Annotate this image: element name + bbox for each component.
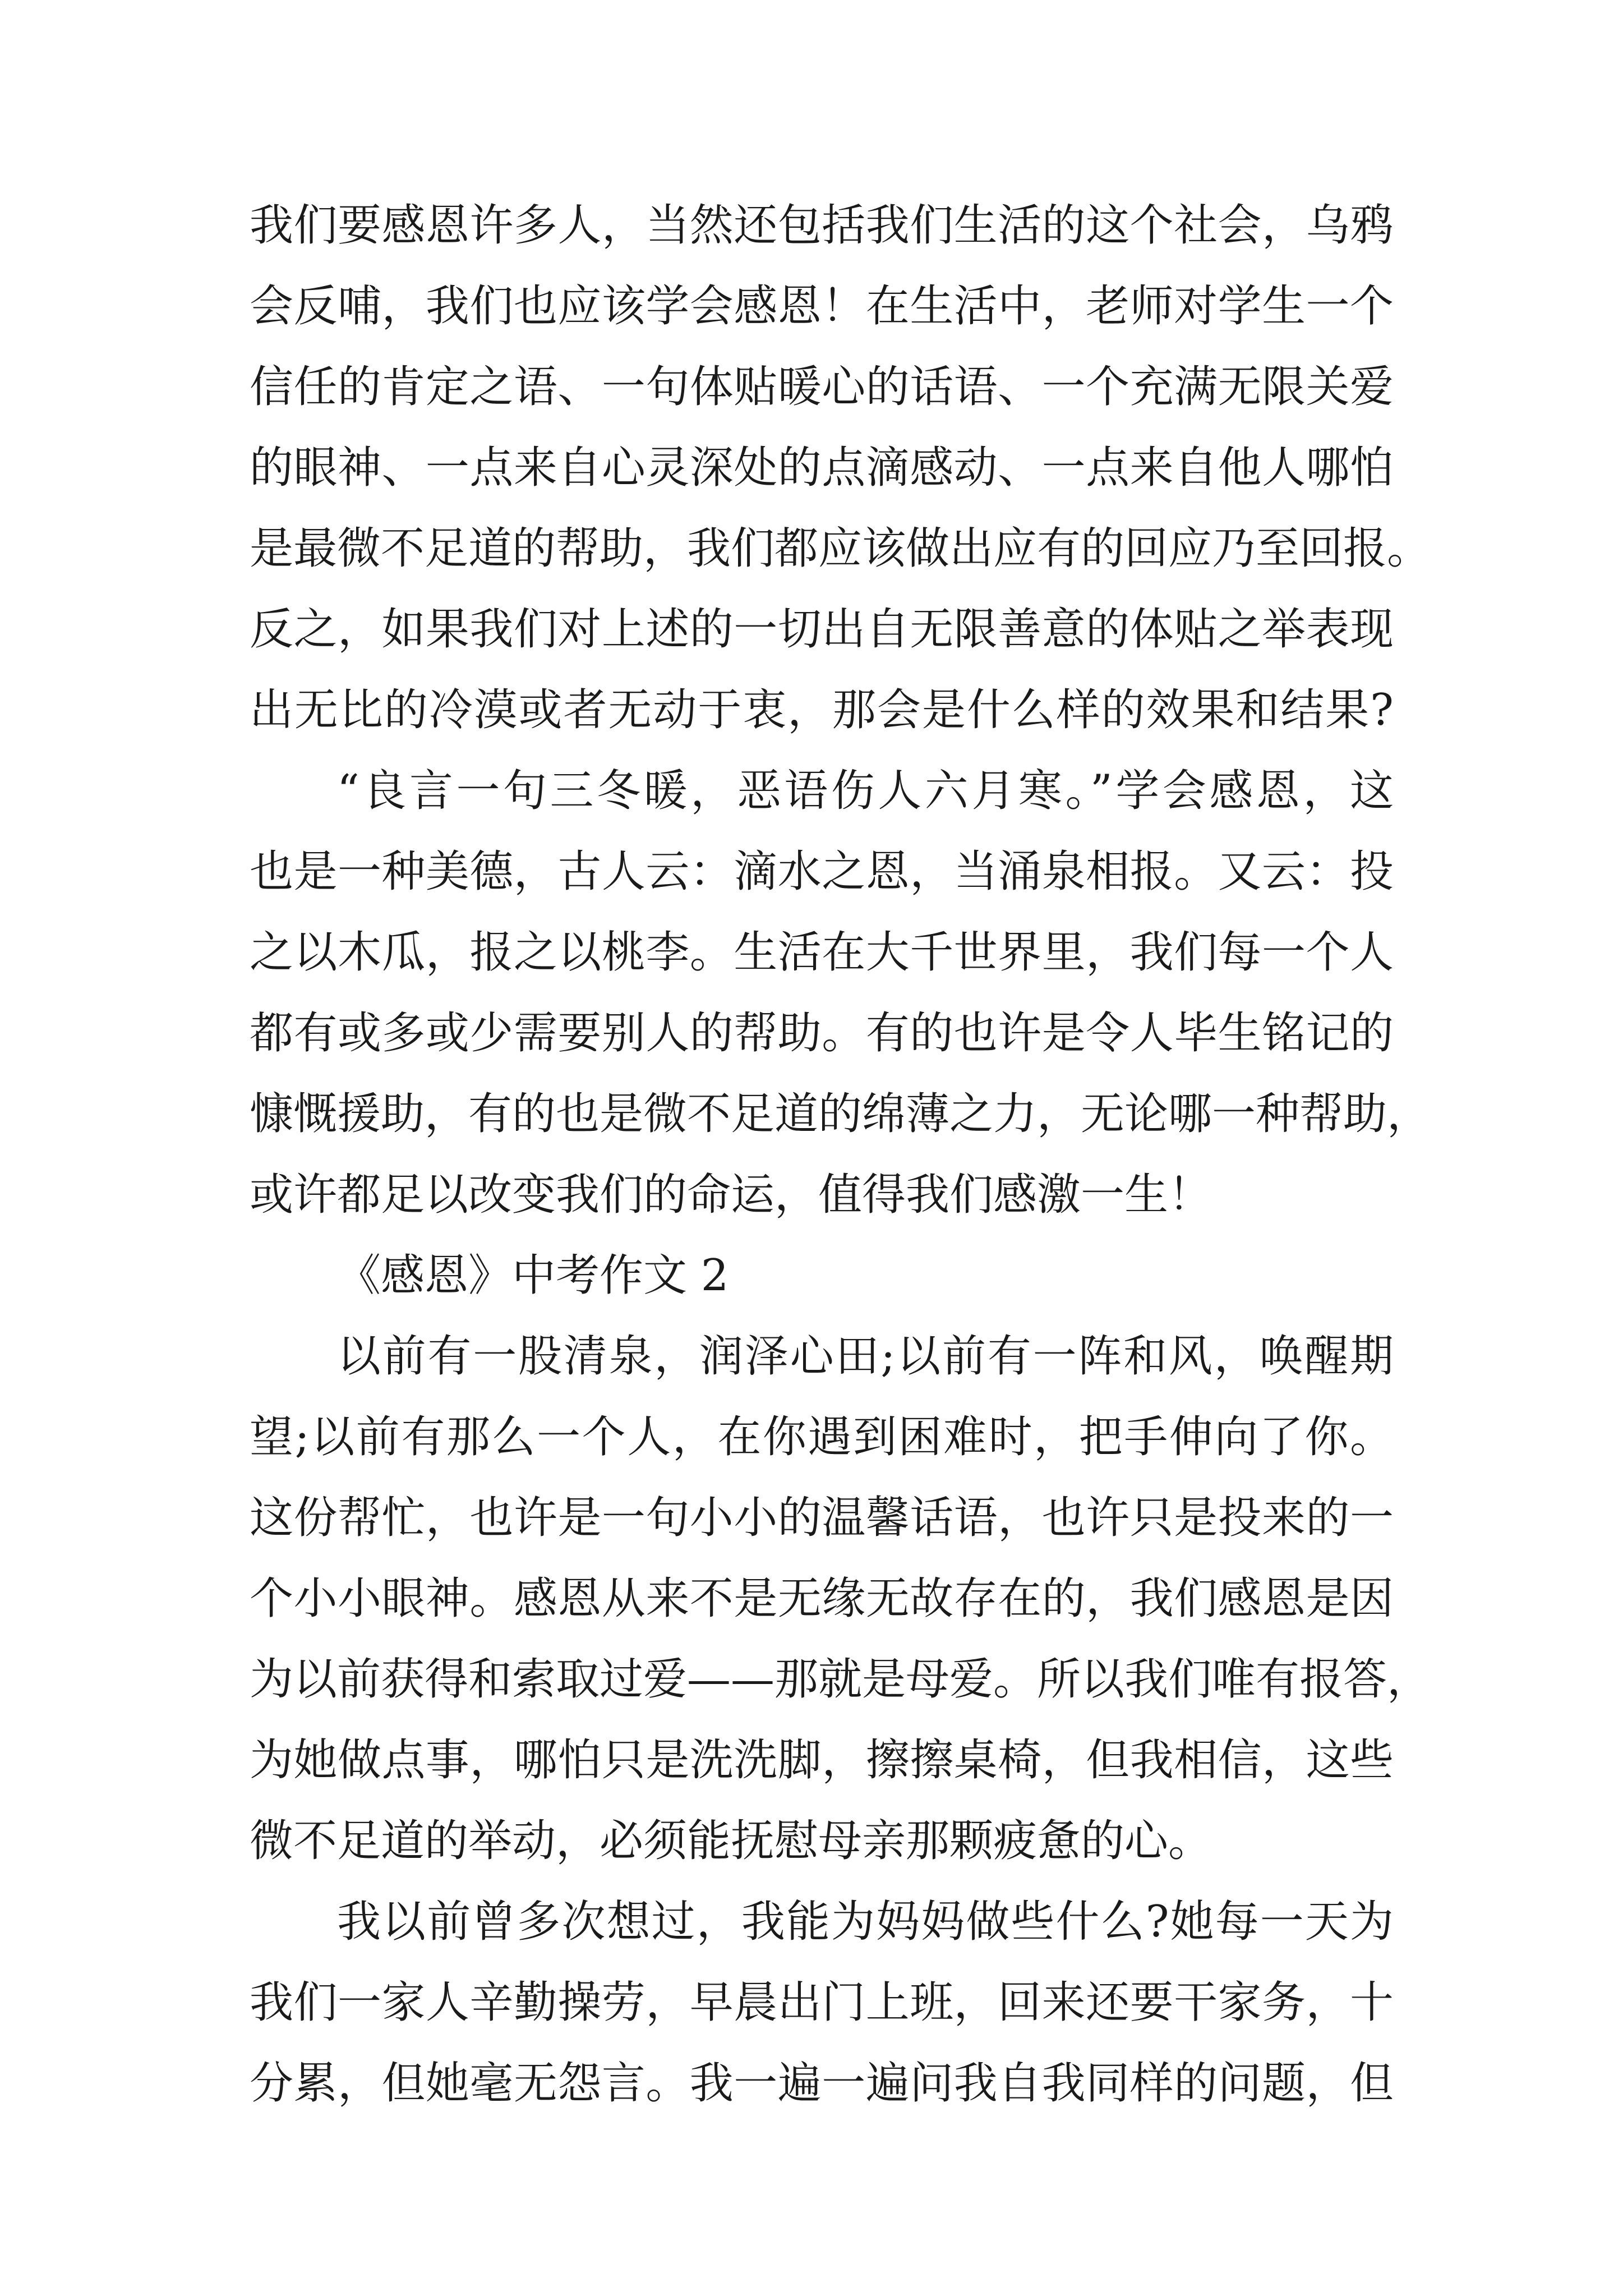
text-line: 这份帮忙，也许是一句小小的温馨话语，也许只是投来的一 [250, 1493, 1394, 1543]
text-line: 慷慨援助，有的也是微不足道的绵薄之力，无论哪一种帮助， [250, 1089, 1431, 1139]
section-heading: 《感恩》中考作文 2 [337, 1250, 729, 1301]
paragraph-first-line: 我以前曾多次想过，我能为妈妈做些什么?她每一天为 [337, 1897, 1394, 1947]
text-line: 的眼神、一点来自心灵深处的点滴感动、一点来自他人哪怕 [250, 443, 1394, 493]
paragraph-first-line: “良言一句三冬暖，恶语伤人六月寒。”学会感恩，这 [337, 766, 1394, 816]
text-line: 分累，但她毫无怨言。我一遍一遍问我自我同样的问题，但 [250, 2058, 1394, 2109]
text-line: 是最微不足道的帮助，我们都应该做出应有的回应乃至回报。 [250, 523, 1431, 574]
text-line: 为她做点事，哪怕只是洗洗脚，擦擦桌椅，但我相信，这些 [250, 1735, 1394, 1786]
text-line: 也是一种美德，古人云：滴水之恩，当涌泉相报。又云：投 [250, 846, 1394, 897]
paragraph-last-line: 或许都足以改变我们的命运，值得我们感激一生！ [250, 1170, 1212, 1220]
text-line: 之以木瓜，报之以桃李。生活在大千世界里，我们每一个人 [250, 927, 1394, 978]
text-line: 个小小眼神。感恩从来不是无缘无故存在的，我们感恩是因 [250, 1573, 1394, 1624]
text-line: 会反哺，我们也应该学会感恩！在生活中，老师对学生一个 [250, 281, 1394, 332]
text-line: 出无比的冷漠或者无动于衷，那会是什么样的效果和结果? [250, 685, 1394, 735]
text-line: 我们一家人辛勤操劳，早晨出门上班，回来还要干家务，十 [250, 1977, 1394, 2028]
text-line: 我们要感恩许多人，当然还包括我们生活的这个社会，乌鸦 [250, 200, 1394, 251]
text-line: 为以前获得和索取过爱——那就是母爱。所以我们唯有报答， [250, 1654, 1431, 1705]
essay-body [250, 185, 1431, 2124]
paragraph-last-line: 微不足道的举动，必须能抚慰母亲那颗疲惫的心。 [250, 1816, 1212, 1866]
text-line: 信任的肯定之语、一句体贴暖心的话语、一个充满无限关爱 [250, 362, 1394, 412]
paragraph-first-line: 以前有一股清泉，润泽心田;以前有一阵和风，唤醒期 [337, 1331, 1394, 1382]
text-line: 都有或多或少需要别人的帮助。有的也许是令人毕生铭记的 [250, 1008, 1394, 1059]
text-line: 反之，如果我们对上述的一切出自无限善意的体贴之举表现 [250, 604, 1394, 655]
text-line: 望;以前有那么一个人，在你遇到困难时，把手伸向了你。 [250, 1412, 1394, 1462]
